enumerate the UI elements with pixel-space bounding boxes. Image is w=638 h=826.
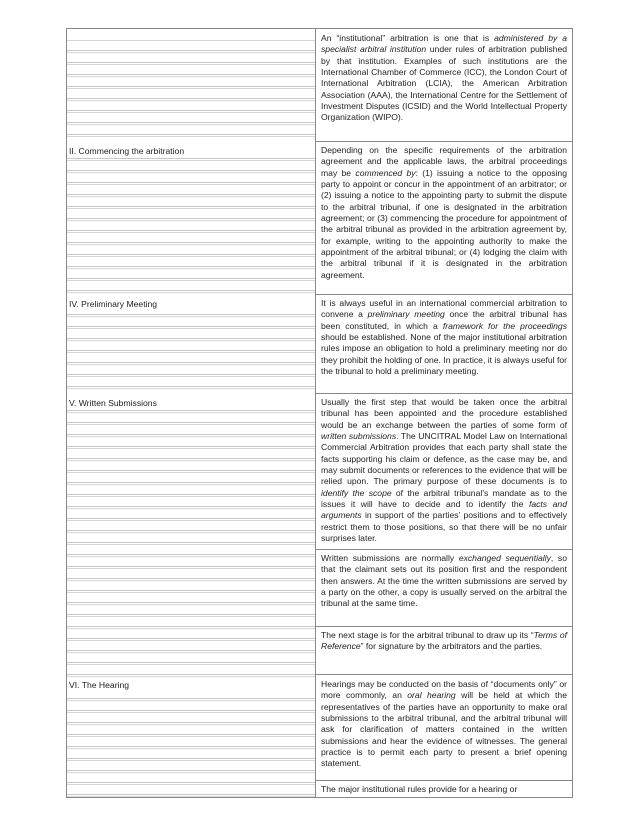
paragraph-commencing: Depending on the specific requirements of the arbitration agreement and the applicable laws, the arbitral proceedings may be commenced by: (1) issuing a notice to the opposing party to appoint or concur in the appointment of an arbitrator; or (2) issuing a notice to the appointing party to submit the dispute to the arbitral tribunal, if one is designated in the arbitration agreement; or (3) commencing the procedure for appointment of the arbitral tribunal as provided in the arbitration agreement by, for example, writing to the appointing authority to make the appointment of the arbitral tribunal; or (4) lodging the claim with the arbitral tribunal if it is designated in the arbitration agreement. [321,145,567,280]
heading-preliminary-meeting: IV. Preliminary Meeting [67,299,315,310]
heading-written-submissions: V. Written Submissions [67,398,315,409]
row-divider [316,780,572,781]
paragraph-sequential-exchange: Written submissions are normally exchanged sequentially, so that the claimant sets out its position first and the respondent then answers. At the time the written submissions are served by a party on the other, a copy is usually served on the arbitral the tribunal at the same time. [321,553,567,609]
row-divider [316,141,572,142]
heading-hearing: VI. The Hearing [67,680,315,691]
row-divider [316,294,572,295]
left-column [67,29,316,797]
row-divider [316,674,572,675]
paragraph-terms-of-reference: The next stage is for the arbitral tribunal to draw up its “Terms of Reference” for signature by the arbitrators and the parties. [321,630,567,652]
paragraph-written-submissions: Usually the first step that would be taken once the arbitral tribunal has been appointed and the procedure established would be an exchange between the parties of some form of written submissions. The UNCITRAL Model Law on International Commercial Arbitration provides that each party shall state the facts supporting his claim or defence, as the case may be, and may submit documents or references to the evidence that will be relied upon. The primary purpose of these documents is to identify the scope of the arbitral tribunal’s mandate as to the issues it will have to decide and to identify the facts and arguments in support of the parties’ positions and to effectively restrict them to those positions, so that there will be no unfair surprises later. [321,397,567,544]
heading-commencing: II. Commencing the arbitration [67,146,315,157]
document-table [66,28,573,798]
row-divider [316,549,572,550]
paragraph-institutional: An “institutional” arbitration is one that is administered by a specialist arbitral institution under rules of arbitration published by that institution. Examples of such institutions are the International Chamber of Commerce (ICC), the London Court of International Arbitration (LCIA), the American Arbitration Association (AAA), the International Centre for the Settlement of Investment Disputes (ICSID) and the World Intellectual Property Organization (WIPO). [321,33,568,123]
right-column [316,29,572,797]
row-divider [316,626,572,627]
paragraph-institutional-rules: The major institutional rules provide for a hearing or [321,784,518,794]
row-divider [316,393,572,394]
paragraph-preliminary-meeting: It is always useful in an international commercial arbitration to convene a preliminary meeting once the arbitral tribunal has been constituted, in which a framework for the proceedings should be established. None of the major institutional arbitration rules impose an obligation to hold a preliminary meeting nor do they prohibit the holding of one. In practice, it is always useful for the tribunal to hold a preliminary meeting. [321,298,568,377]
paragraph-hearing: Hearings may be conducted on the basis of “documents only” or more commonly, an oral hearing will be held at which the representatives of the parties have an opportunity to make oral submissions to the arbitral tribunal, and the arbitral tribunal will ask for clarification of matters contained in the written submissions and hear the evidence of witnesses. The general practice is to permit each party to present a brief opening statement. [321,679,567,769]
